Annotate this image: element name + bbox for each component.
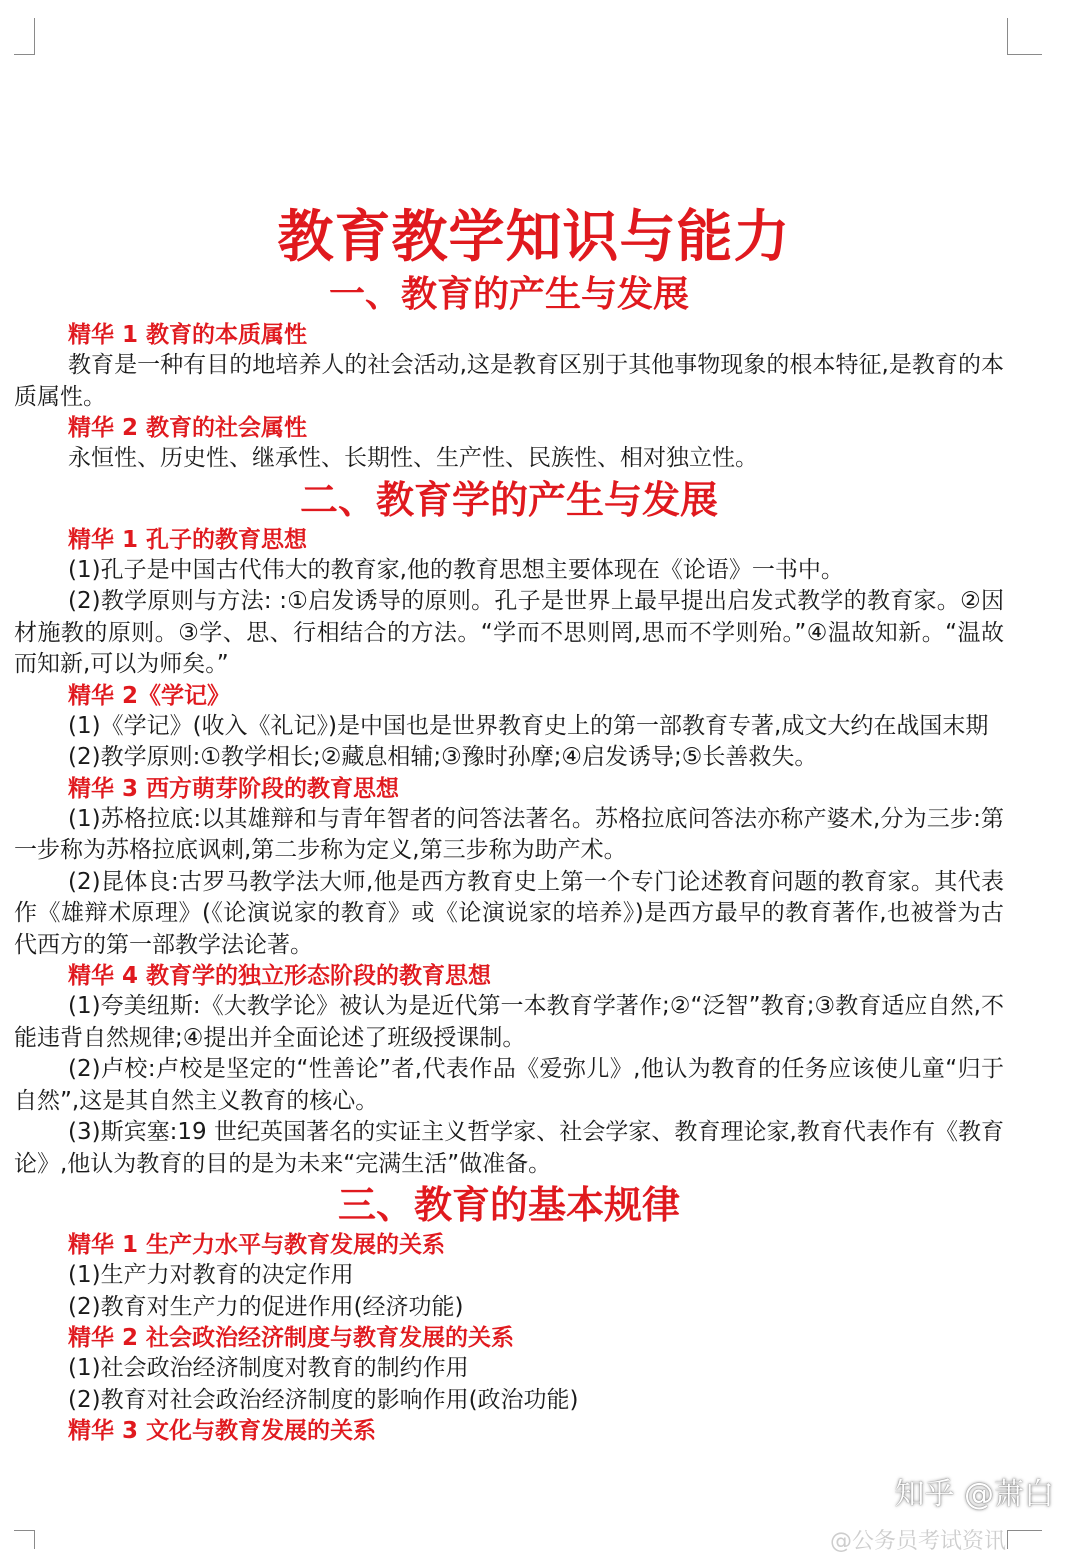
document-page [14,198,1004,1446]
paragraph: 教育是一种有目的地培养人的社会活动,这是教育区别于其他事物现象的根本特征,是教育的本质属性。 [14,352,1004,410]
essence-heading: 精华 1 孔子的教育思想 [68,526,308,553]
paragraph: (1)社会政治经济制度对教育的制约作用 [68,1355,469,1381]
essence-heading: 精华 3 文化与教育发展的关系 [68,1418,377,1444]
watermark-zhihu: 知乎 @萧白 [894,1477,1054,1512]
page-corner-mark-bottom-left [14,1530,35,1549]
essence-heading: 精华 2《学记》 [68,682,231,709]
paragraph: (2)教育对社会政治经济制度的影响作用(政治功能) [68,1386,579,1413]
paragraph: 永恒性、历史性、继承性、长期性、生产性、民族性、相对独立性。 [68,445,758,471]
essence-heading: 精华 1 生产力水平与教育发展的关系 [68,1232,446,1258]
page-corner-mark-top-right [1007,18,1042,55]
paragraph: (2)昆体良:古罗马教学法大师,他是西方教育史上第一个专门论述教育问题的教育家。其代表作《雄辩术原理》(《论演说家的教育》或《论演说家的培养》)是西方最早的教育著作,也被誉为古代西方的第一部教学法论著。 [14,868,1004,958]
essence-heading: 精华 2 教育的社会属性 [68,415,308,441]
essence-heading: 精华 4 教育学的独立形态阶段的教育思想 [68,963,492,989]
paragraph: (2)教学原则:①教学相长;②藏息相辅;③豫时孙摩;④启发诱导;⑤长善救失。 [68,744,818,770]
watermark-weibo: @公务员考试资讯 [830,1529,1007,1554]
paragraph: (3)斯宾塞:19 世纪英国著名的实证主义哲学家、社会学家、教育理论家,教育代表作有《教育论》,他认为教育的目的是为未来“完满生活”做准备。 [14,1119,1004,1177]
paragraph: (1)《学记》(收入《礼记》)是中国也是世界教育史上的第一部教育专著,成文大约在战国末期 [68,712,989,739]
section-heading: 三、教育的基本规律 [337,1183,680,1227]
paragraph: (2)教育对生产力的促进作用(经济功能) [68,1293,464,1320]
section-heading: 一、教育的产生与发展 [328,274,689,315]
paragraph: (2)教学原则与方法: :①启发诱导的原则。孔子是世界上最早提出启发式教学的教育家。②因材施教的原则。③学、思、行相结合的方法。“学而不思则罔,思而不学则殆。”④温故知新。“温故而知新,可以为师矣。” [14,588,1004,677]
page-corner-mark-bottom-right [1007,1530,1042,1549]
essence-heading: 精华 3 西方萌芽阶段的教育思想 [68,775,400,802]
document-title: 教育教学知识与能力 [277,205,791,270]
paragraph: (1)孔子是中国古代伟大的教育家,他的教育思想主要体现在《论语》一书中。 [68,556,844,583]
section-heading: 二、教育学的产生与发展 [299,477,718,522]
paragraph: (1)生产力对教育的决定作用 [68,1262,354,1288]
paragraph: (1)夸美纽斯:《大教学论》被认为是近代第一本教育学著作;②“泛智”教育;③教育适应自然,不能违背自然规律;④提出并全面论述了班级授课制。 [14,993,1004,1051]
essence-heading: 精华 2 社会政治经济制度与教育发展的关系 [68,1325,515,1351]
essence-heading: 精华 1 教育的本质属性 [68,322,308,348]
page-corner-mark-top-left [14,18,35,55]
paragraph: (2)卢校:卢校是坚定的“性善论”者,代表作品《爱弥儿》,他认为教育的任务应该使儿童“归于自然”,这是其自然主义教育的核心。 [14,1056,1004,1114]
paragraph: (1)苏格拉底:以其雄辩和与青年智者的问答法著名。苏格拉底问答法亦称产婆术,分为三步:第一步称为苏格拉底讽刺,第二步称为定义,第三步称为助产术。 [14,805,1004,863]
